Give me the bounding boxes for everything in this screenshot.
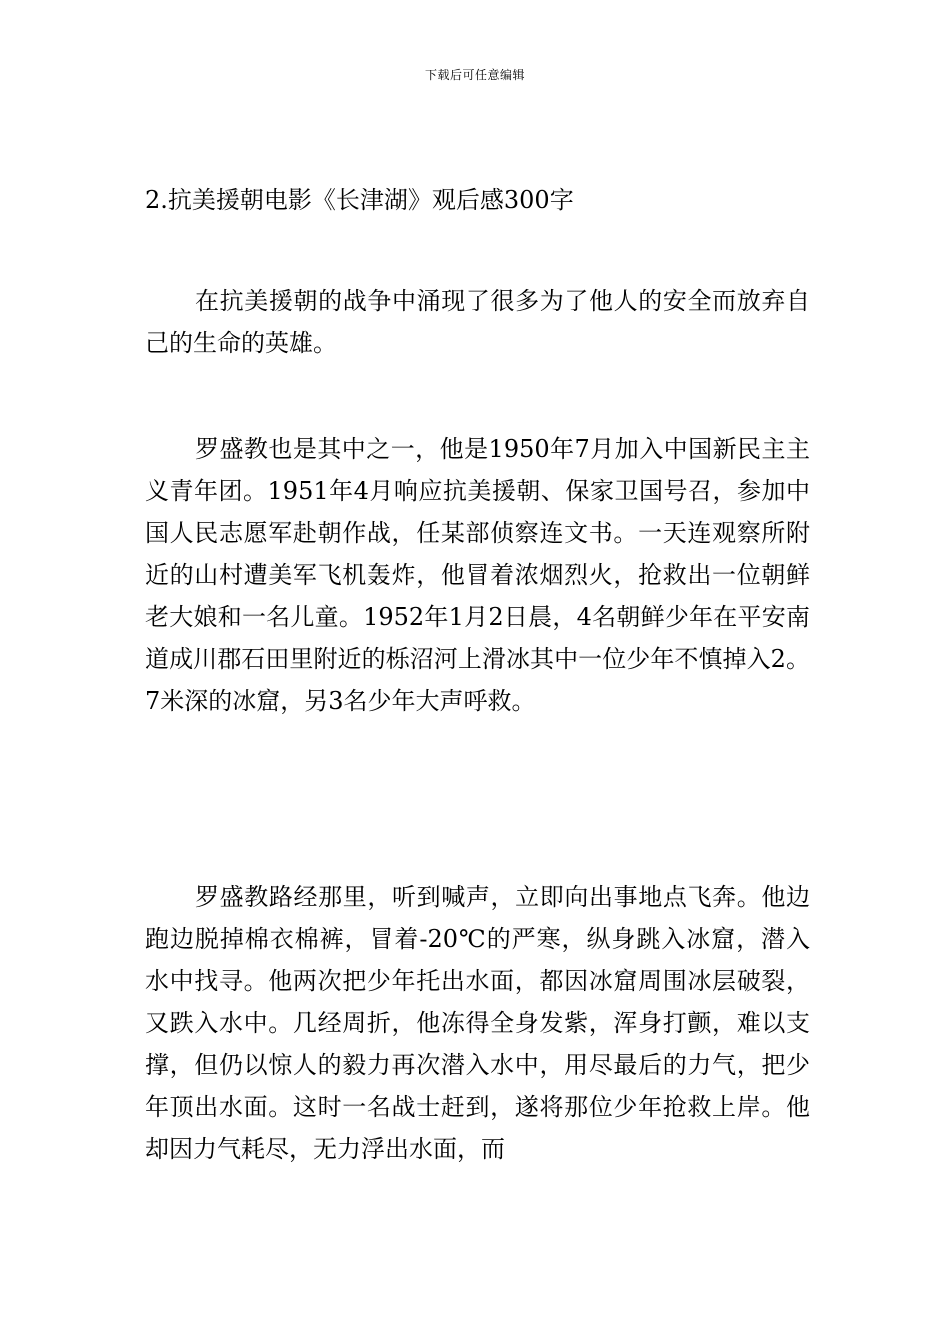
paragraph: 罗盛教也是其中之一，他是1950年7月加入中国新民主主义青年团。1951年4月响应抗美援朝、保家卫国号召，参加中国人民志愿军赴朝作战，任某部侦察连文书。一天连观察所附近的山村遭美军飞机轰炸，他冒着浓烟烈火，抢救出一位朝鲜老大娘和一名儿童。1952年1月2日晨，4名朝鲜少年在平安南道成川郡石田里附近的栎沼河上滑冰其中一位少年不慎掉入2。7米深的冰窟，另3名少年大声呼救。 [145, 435, 810, 715]
document-title: 2.抗美援朝电影《长津湖》观后感300字 [145, 186, 574, 214]
paragraph: 在抗美援朝的战争中涌现了很多为了他人的安全而放弃自己的生命的英雄。 [145, 287, 810, 357]
page-header-note: 下载后可任意编辑 [424, 68, 525, 82]
paragraph: 罗盛教路经那里，听到喊声，立即向出事地点飞奔。他边跑边脱掉棉衣棉裤，冒着-20℃的严寒，纵身跳入冰窟，潜入水中找寻。他两次把少年托出水面，都因冰窟周围冰层破裂，又跌入水中。几经周折，他冻得全身发紫，浑身打颤，难以支撑，但仍以惊人的毅力再次潜入水中，用尽最后的力气，把少年顶出水面。这时一名战士赶到，遂将那位少年抢救上岸。他却因力气耗尽，无力浮出水面，而 [145, 883, 810, 1163]
